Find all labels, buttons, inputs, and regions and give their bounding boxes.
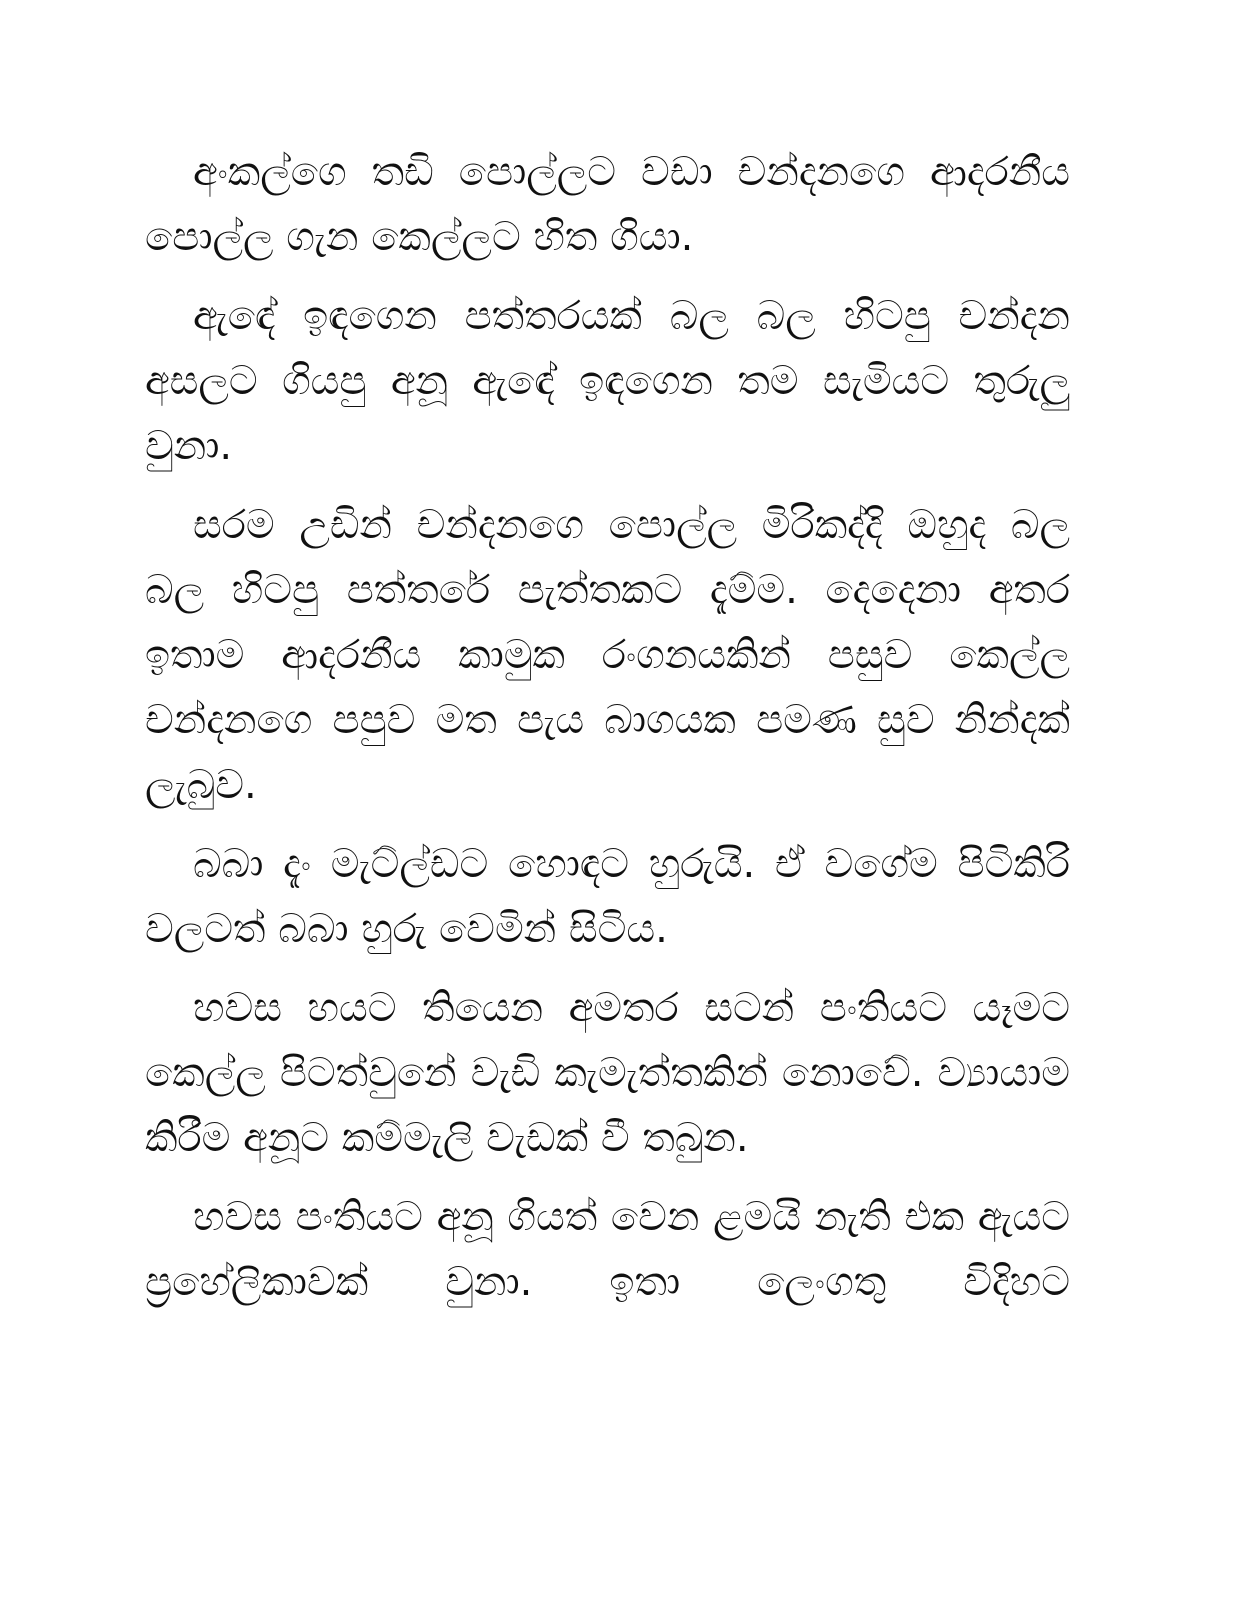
paragraph-4: බබා දැං මැට්ල්ඩට හොඳට හුරුයි. ඒ වගේම පිටිකිරි වලටත් බබා හුරු වෙමින් සිටිය. bbox=[145, 841, 1070, 952]
paragraph-1: අංකල්ගෙ තඩි පොල්ලට වඩා චන්දනගෙ ආදරනීය පොල්ල ගැන කෙල්ලට හිත ගියා. bbox=[145, 149, 1070, 260]
paragraph-6: හවස පංතියට අනූ ගියත් වෙන ළමයි නැති එක ඇයට ප්‍රහේලිකාවක් වුනා. ඉතා ලෙංගතු විදිහට bbox=[145, 1194, 1070, 1305]
paragraph-3: සරම උඩින් චන්දනගෙ පොල්ල මිරිකද්දි ඔහුද බල බල හිටපු පත්තරේ පැත්තකට දැම්ම. දෙදෙනා අතර ඉතාම ආදරනීය කාමුක රංගනයකින් පසුව කෙල්ල චන්දනගෙ පපුව මත පැය බාගයක පමණ සුව නින්දක් ලැබුව. bbox=[145, 502, 1070, 808]
paragraph-2: ඇඳේ ඉඳගෙන පත්තරයක් බල බල හිටපු චන්දන අසලට ගියපු අනූ ඇඳේ ඉඳගෙන තම සැමියට තුරුලු වුනා. bbox=[145, 293, 1070, 469]
paragraph-5: හවස හයට තියෙන අමතර සටන් පංතියට යෑමට කෙල්ල පිටත්වුනේ වැඩි කැමැත්තකින් නොවේ. ව්‍යායාම කිරීම අනූට කම්මැලි වැඩක් වී තබුන. bbox=[145, 985, 1070, 1161]
body-text bbox=[145, 140, 1070, 1329]
